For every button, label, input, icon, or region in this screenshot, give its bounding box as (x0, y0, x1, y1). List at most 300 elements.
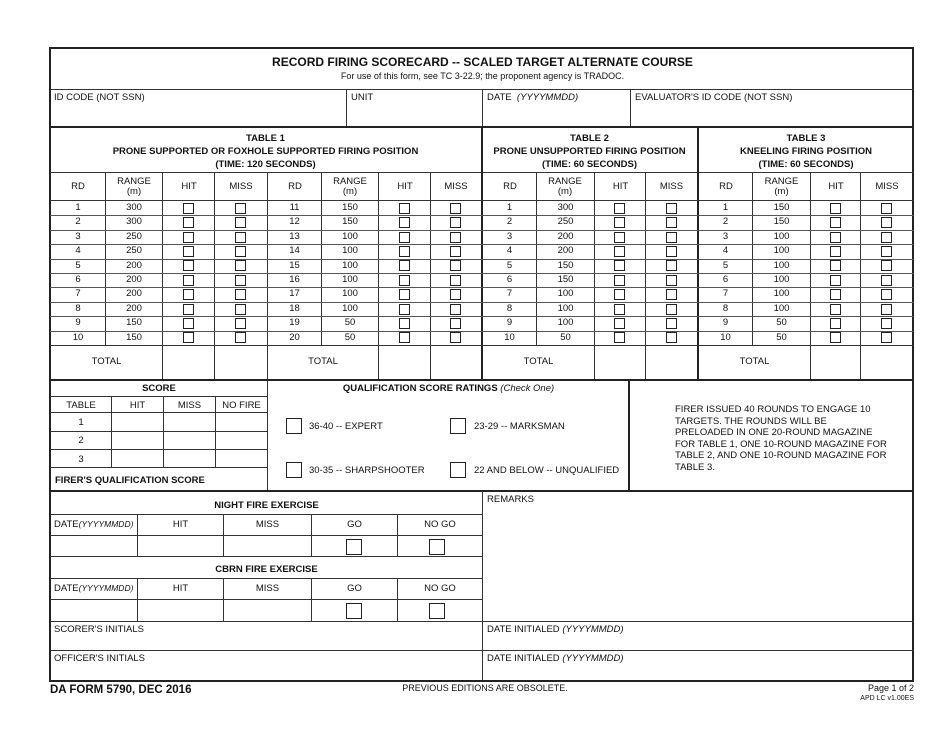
range-value: 150 (773, 202, 790, 213)
miss-checkbox[interactable] (666, 275, 677, 286)
evaluator-id-field[interactable] (632, 103, 912, 125)
miss-checkbox[interactable] (881, 217, 892, 228)
cbrn-go-checkbox[interactable] (346, 603, 362, 619)
table1-time: (TIME: 120 SECONDS) (215, 159, 316, 170)
rd-value: 8 (75, 302, 81, 314)
table1-title: TABLE 1 (246, 133, 285, 144)
rd-value: 7 (75, 288, 81, 300)
night-go-label: GO (347, 519, 362, 530)
total-miss-field[interactable] (646, 346, 697, 379)
rd-value: 6 (722, 274, 729, 285)
rd-value: 19 (289, 317, 300, 329)
rd-value: 10 (504, 331, 515, 343)
miss-checkbox[interactable] (450, 318, 461, 329)
rd-value: 5 (75, 259, 81, 271)
miss-checkbox[interactable] (450, 304, 461, 315)
miss-checkbox[interactable] (450, 246, 461, 257)
miss-checkbox[interactable] (450, 217, 461, 228)
range-value: 250 (126, 230, 142, 242)
hit-checkbox[interactable] (830, 246, 841, 257)
divider (482, 89, 483, 127)
score-miss-field[interactable] (164, 432, 215, 449)
cbrn-nogo-checkbox[interactable] (429, 603, 445, 619)
col-range: RANGE (117, 176, 151, 187)
rd-value: 16 (289, 274, 300, 285)
hit-checkbox[interactable] (183, 275, 194, 286)
date-field[interactable] (484, 103, 629, 125)
hit-checkbox[interactable] (830, 332, 841, 343)
date-label: DATE (YYYYMMDD) (487, 92, 579, 103)
col-rd: RD (71, 181, 85, 192)
table2-title: TABLE 2 (570, 133, 609, 144)
col-hit: HIT (828, 181, 844, 192)
hit-checkbox[interactable] (614, 275, 625, 286)
miss-checkbox[interactable] (666, 332, 677, 343)
rd-value: 15 (289, 259, 300, 271)
range-value: 150 (557, 274, 574, 285)
range-value: 300 (557, 202, 574, 213)
range-value: 100 (342, 245, 358, 257)
miss-checkbox[interactable] (881, 304, 892, 315)
range-value: 300 (126, 202, 142, 213)
miss-checkbox[interactable] (450, 260, 461, 271)
miss-checkbox[interactable] (235, 332, 246, 343)
hit-checkbox[interactable] (830, 304, 841, 315)
officer-initials-label: OFFICER'S INITIALS (54, 653, 146, 664)
rd-value: 10 (72, 331, 84, 343)
hit-checkbox[interactable] (183, 289, 194, 300)
range-value: 50 (776, 317, 787, 329)
miss-checkbox[interactable] (450, 232, 461, 243)
hit-checkbox[interactable] (614, 260, 625, 271)
score-hit-field[interactable] (112, 432, 163, 449)
range-value: 300 (126, 216, 142, 228)
range-value: 100 (557, 302, 574, 314)
divider (50, 379, 914, 381)
cbrn-miss-field[interactable] (224, 600, 311, 620)
range-value: 100 (773, 230, 790, 242)
scorer-date-initialed-field[interactable] (484, 635, 912, 649)
total-hit-field[interactable] (811, 346, 860, 379)
cbrn-date-field[interactable] (51, 600, 137, 620)
hit-checkbox[interactable] (614, 332, 625, 343)
col-miss: MISS (444, 181, 468, 192)
rd-value: 9 (75, 317, 81, 329)
total-miss-field[interactable] (431, 346, 481, 379)
hit-checkbox[interactable] (183, 332, 194, 343)
rd-value: 8 (722, 302, 729, 314)
total-label: TOTAL (91, 356, 122, 367)
hit-checkbox[interactable] (614, 203, 625, 214)
divider (267, 380, 268, 491)
col-miss: MISS (229, 181, 253, 192)
total-hit-field[interactable] (595, 346, 645, 379)
night-date-label: DATE(YYYYMMDD) (54, 519, 134, 530)
night-nogo-label: NO GO (424, 519, 456, 530)
rd-value: 7 (506, 288, 513, 300)
total-label: TOTAL (308, 356, 338, 367)
miss-checkbox[interactable] (666, 260, 677, 271)
score-miss-field[interactable] (164, 450, 215, 467)
hit-checkbox[interactable] (399, 304, 410, 315)
divider (630, 89, 631, 127)
miss-checkbox[interactable] (235, 203, 246, 214)
col-range-unit: (m) (557, 186, 573, 197)
col-rd: RD (503, 181, 517, 192)
rd-value: 10 (720, 331, 731, 343)
range-value: 200 (126, 288, 142, 300)
hit-checkbox[interactable] (830, 275, 841, 286)
miss-checkbox[interactable] (235, 318, 246, 329)
col-range-unit: (m) (774, 186, 789, 197)
hit-checkbox[interactable] (183, 304, 194, 315)
unit-label: UNIT (351, 92, 374, 103)
hit-checkbox[interactable] (399, 232, 410, 243)
rd-value: 11 (289, 202, 300, 213)
col-range: RANGE (764, 176, 799, 187)
col-hit: HIT (612, 181, 629, 192)
divider (50, 467, 267, 468)
range-value: 100 (557, 288, 574, 300)
col-range-unit: (m) (342, 186, 358, 197)
score-row-table: 2 (78, 435, 84, 446)
hit-checkbox[interactable] (830, 318, 841, 329)
range-value: 100 (342, 302, 358, 314)
cbrn-nogo-label: NO GO (424, 583, 456, 594)
scorer-date-initialed-label: DATE INITIALED (YYYYMMDD) (487, 624, 624, 635)
marksman-label: 23-29 -- MARKSMAN (474, 421, 565, 432)
id-code-label: ID CODE (NOT SSN) (54, 92, 145, 103)
range-value: 100 (773, 288, 790, 300)
range-value: 200 (557, 230, 574, 242)
miss-checkbox[interactable] (235, 275, 246, 286)
divider (50, 259, 914, 260)
miss-checkbox[interactable] (666, 289, 677, 300)
hit-checkbox[interactable] (399, 217, 410, 228)
divider (628, 380, 630, 491)
score-title: SCORE (142, 383, 176, 394)
divider (50, 650, 914, 651)
divider (397, 578, 398, 621)
rd-value: 3 (75, 230, 81, 242)
rd-value: 9 (506, 317, 513, 329)
cbrn-hit-field[interactable] (138, 600, 223, 620)
score-hit-field[interactable] (112, 450, 163, 467)
divider (50, 302, 914, 303)
miss-checkbox[interactable] (450, 203, 461, 214)
divider (50, 556, 483, 557)
hit-checkbox[interactable] (614, 217, 625, 228)
col-rd: RD (288, 181, 302, 192)
range-value: 100 (342, 259, 358, 271)
col-hit: HIT (181, 181, 197, 192)
qualification-score-label: FIRER'S QUALIFICATION SCORE (55, 475, 205, 486)
unqualified-label: 22 AND BELOW -- UNQUALIFIED (474, 465, 620, 476)
divider (397, 514, 398, 557)
rd-value: 5 (506, 259, 513, 271)
expert-checkbox[interactable] (286, 418, 302, 434)
night-date-field[interactable] (51, 536, 137, 556)
hit-checkbox[interactable] (183, 260, 194, 271)
divider (50, 316, 914, 317)
hit-checkbox[interactable] (614, 304, 625, 315)
score-miss-field[interactable] (164, 413, 215, 431)
range-value: 100 (773, 245, 790, 257)
total-miss-field[interactable] (861, 346, 913, 379)
hit-checkbox[interactable] (830, 289, 841, 300)
form-id: DA FORM 5790, DEC 2016 (50, 684, 192, 696)
range-value: 200 (557, 245, 574, 257)
miss-checkbox[interactable] (450, 275, 461, 286)
hit-checkbox[interactable] (614, 318, 625, 329)
rd-value: 7 (722, 288, 729, 300)
miss-checkbox[interactable] (666, 304, 677, 315)
scorer-initials-label: SCORER'S INITIALS (54, 624, 144, 635)
hit-checkbox[interactable] (183, 232, 194, 243)
miss-checkbox[interactable] (235, 246, 246, 257)
table1-position: PRONE SUPPORTED OR FOXHOLE SUPPORTED FIRING POSITION (112, 146, 419, 157)
rd-value: 2 (75, 216, 81, 228)
miss-checkbox[interactable] (881, 275, 892, 286)
range-value: 150 (342, 216, 358, 228)
divider (50, 578, 483, 579)
evaluator-id-label: EVALUATOR'S ID CODE (NOT SSN) (635, 92, 793, 103)
range-value: 50 (344, 331, 356, 343)
cbrn-hit-label: HIT (172, 583, 189, 594)
range-value: 50 (560, 331, 571, 343)
night-miss-label: MISS (255, 519, 280, 530)
range-value: 150 (126, 317, 142, 329)
divider (482, 491, 483, 680)
night-miss-field[interactable] (224, 536, 311, 556)
range-value: 100 (342, 230, 358, 242)
divider (50, 621, 914, 622)
miss-checkbox[interactable] (881, 246, 892, 257)
cbrn-miss-label: MISS (255, 583, 280, 594)
divider (50, 514, 483, 515)
officer-date-initialed-label: DATE INITIALED (YYYYMMDD) (487, 653, 624, 664)
unqualified-checkbox[interactable] (450, 462, 466, 478)
score-nofire-field[interactable] (216, 413, 267, 431)
rd-value: 1 (722, 202, 729, 213)
miss-checkbox[interactable] (235, 260, 246, 271)
range-value: 50 (776, 331, 787, 343)
hit-checkbox[interactable] (614, 246, 625, 257)
total-hit-field[interactable] (379, 346, 430, 379)
ratings-title: QUALIFICATION SCORE RATINGS (Check One) (342, 383, 555, 394)
rd-value: 4 (75, 245, 81, 257)
rd-value: 3 (506, 230, 513, 242)
score-nofire-field[interactable] (216, 450, 267, 467)
officer-initials-field[interactable] (51, 664, 481, 679)
range-value: 50 (344, 317, 356, 329)
hit-checkbox[interactable] (183, 246, 194, 257)
table3-position: KNEELING FIRING POSITION (740, 146, 872, 157)
sharpshooter-label: 30-35 -- SHARPSHOOTER (309, 465, 425, 476)
scorer-initials-field[interactable] (51, 635, 481, 649)
table3-title: TABLE 3 (786, 133, 826, 144)
divider (50, 244, 914, 245)
range-value: 200 (126, 259, 142, 271)
col-rd: RD (719, 181, 733, 192)
score-col-miss: MISS (177, 400, 202, 411)
sharpshooter-checkbox[interactable] (286, 462, 302, 478)
rd-value: 17 (289, 288, 300, 300)
table3-time: (TIME: 60 SECONDS) (758, 159, 854, 170)
rd-value: 6 (506, 274, 513, 285)
expert-label: 36-40 -- EXPERT (309, 421, 383, 432)
miss-checkbox[interactable] (881, 332, 892, 343)
range-value: 100 (773, 302, 790, 314)
rd-value: 3 (722, 230, 729, 242)
range-value: 150 (773, 216, 790, 228)
range-value: 100 (342, 274, 358, 285)
rd-value: 2 (506, 216, 513, 228)
miss-checkbox[interactable] (666, 203, 677, 214)
rd-value: 13 (289, 230, 300, 242)
rd-value: 12 (289, 216, 300, 228)
total-label: TOTAL (523, 356, 554, 367)
total-hit-field[interactable] (163, 346, 214, 379)
hit-checkbox[interactable] (614, 232, 625, 243)
col-miss: MISS (875, 181, 899, 192)
miss-checkbox[interactable] (235, 217, 246, 228)
miss-checkbox[interactable] (235, 304, 246, 315)
night-hit-field[interactable] (138, 536, 223, 556)
hit-checkbox[interactable] (830, 217, 841, 228)
total-label: TOTAL (739, 356, 770, 367)
night-fire-title: NIGHT FIRE EXERCISE (214, 500, 319, 511)
cbrn-fire-title: CBRN FIRE EXERCISE (215, 564, 318, 575)
divider (50, 287, 914, 288)
marksman-checkbox[interactable] (450, 418, 466, 434)
divider (311, 578, 312, 621)
rd-value: 5 (722, 259, 729, 271)
hit-checkbox[interactable] (399, 246, 410, 257)
rd-value: 9 (722, 317, 729, 329)
range-value: 150 (342, 202, 358, 213)
rd-value: 2 (722, 216, 729, 228)
score-col-nofire: NO FIRE (222, 400, 261, 411)
divider (346, 89, 347, 127)
version-label: APD LC v1.00ES (860, 695, 914, 702)
hit-checkbox[interactable] (183, 318, 194, 329)
miss-checkbox[interactable] (666, 232, 677, 243)
hit-checkbox[interactable] (399, 289, 410, 300)
night-nogo-checkbox[interactable] (429, 539, 445, 555)
form-title: RECORD FIRING SCORECARD -- SCALED TARGET ALTERNATE COURSE (272, 55, 693, 69)
rounds-note: FIRER ISSUED 40 ROUNDS TO ENGAGE 10 TARGETS. THE ROUNDS WILL BE PRELOADED IN ONE 20-ROUND MAGAZINE FOR TABLE 1, ONE 10-ROUND MAGAZINE FOR TABLE 2, AND ONE 10-ROUND MAGAZINE FOR TABLE 3. (675, 404, 887, 473)
hit-checkbox[interactable] (399, 318, 410, 329)
score-col-table: TABLE (66, 400, 96, 411)
table2-position: PRONE UNSUPPORTED FIRING POSITION (493, 146, 686, 157)
cbrn-date-label: DATE(YYYYMMDD) (54, 583, 134, 594)
obsolete-notice: PREVIOUS EDITIONS ARE OBSOLETE. (402, 683, 568, 693)
rd-value: 1 (506, 202, 513, 213)
miss-checkbox[interactable] (881, 232, 892, 243)
score-col-hit: HIT (129, 400, 146, 411)
remarks-label: REMARKS (487, 494, 534, 505)
hit-checkbox[interactable] (183, 203, 194, 214)
miss-checkbox[interactable] (235, 289, 246, 300)
miss-checkbox[interactable] (666, 318, 677, 329)
id-code-field[interactable] (51, 103, 345, 125)
divider (50, 230, 914, 231)
divider (50, 273, 914, 274)
col-hit: HIT (397, 181, 413, 192)
rd-value: 14 (289, 245, 300, 257)
score-row-table: 1 (78, 417, 84, 428)
hit-checkbox[interactable] (399, 203, 410, 214)
rd-value: 8 (506, 302, 513, 314)
officer-date-initialed-field[interactable] (484, 664, 912, 679)
rd-value: 6 (75, 274, 81, 285)
hit-checkbox[interactable] (399, 332, 410, 343)
col-range: RANGE (333, 176, 367, 187)
col-range: RANGE (548, 176, 582, 187)
rd-value: 4 (506, 245, 513, 257)
divider (311, 514, 312, 557)
range-value: 250 (126, 245, 142, 257)
rd-value: 18 (289, 302, 300, 314)
range-value: 100 (342, 288, 358, 300)
score-nofire-field[interactable] (216, 432, 267, 449)
remarks-field[interactable] (484, 506, 912, 620)
hit-checkbox[interactable] (614, 289, 625, 300)
unit-field[interactable] (348, 103, 481, 125)
miss-checkbox[interactable] (235, 232, 246, 243)
night-go-checkbox[interactable] (346, 539, 362, 555)
hit-checkbox[interactable] (830, 260, 841, 271)
hit-checkbox[interactable] (399, 275, 410, 286)
miss-checkbox[interactable] (666, 246, 677, 257)
range-value: 100 (773, 259, 790, 271)
hit-checkbox[interactable] (183, 217, 194, 228)
score-row-table: 3 (78, 454, 84, 465)
col-range-unit: (m) (126, 186, 142, 197)
range-value: 250 (557, 216, 574, 228)
range-value: 200 (126, 302, 142, 314)
total-miss-field[interactable] (215, 346, 267, 379)
divider (50, 215, 914, 216)
miss-checkbox[interactable] (881, 289, 892, 300)
miss-checkbox[interactable] (881, 318, 892, 329)
hit-checkbox[interactable] (399, 260, 410, 271)
range-value: 150 (557, 259, 574, 271)
hit-checkbox[interactable] (830, 203, 841, 214)
night-hit-label: HIT (172, 519, 189, 530)
rd-value: 1 (75, 202, 81, 213)
range-value: 150 (126, 331, 142, 343)
range-value: 100 (773, 274, 790, 285)
divider (50, 396, 267, 397)
range-value: 100 (557, 317, 574, 329)
hit-checkbox[interactable] (830, 232, 841, 243)
miss-checkbox[interactable] (881, 203, 892, 214)
rd-value: 4 (722, 245, 729, 257)
rd-value: 20 (289, 331, 300, 343)
miss-checkbox[interactable] (450, 332, 461, 343)
table2-time: (TIME: 60 SECONDS) (541, 159, 637, 170)
divider (50, 331, 914, 332)
miss-checkbox[interactable] (450, 289, 461, 300)
miss-checkbox[interactable] (666, 217, 677, 228)
score-hit-field[interactable] (112, 413, 163, 431)
form-subtitle: For use of this form, see TC 3-22.9; the proponent agency is TRADOC. (340, 71, 625, 81)
range-value: 200 (126, 274, 142, 285)
miss-checkbox[interactable] (881, 260, 892, 271)
page-number: Page 1 of 2 (867, 683, 914, 693)
